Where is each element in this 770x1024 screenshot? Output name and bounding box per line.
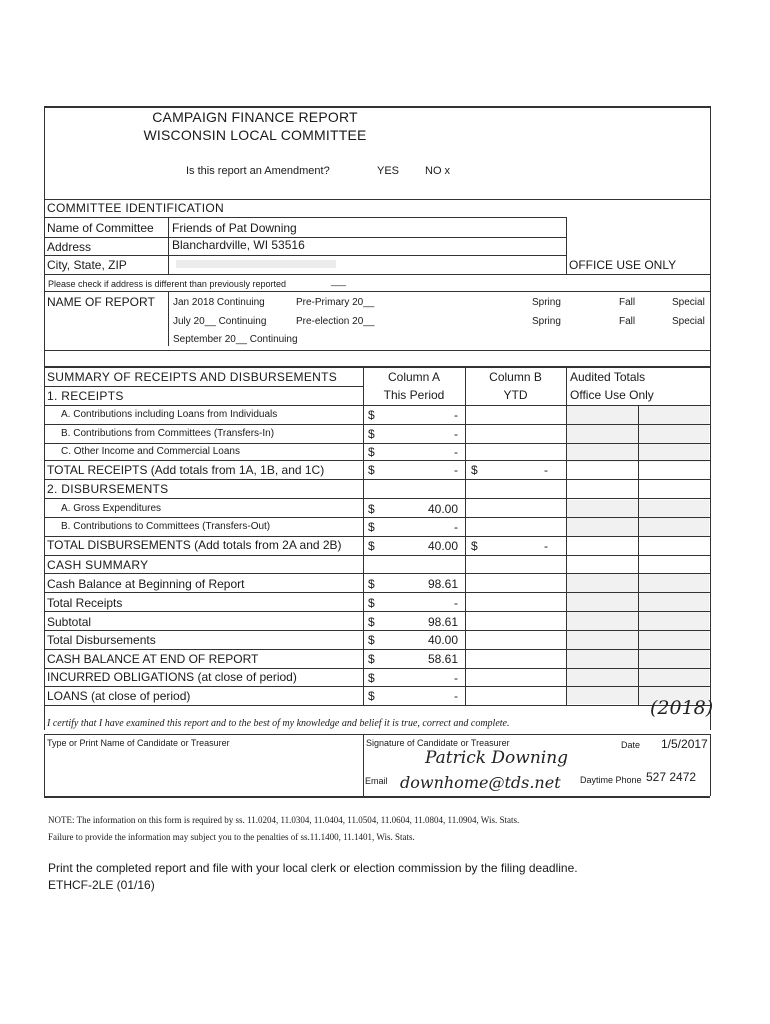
certification-statement: I certify that I have examined this report and to the best of my knowledge and belief it is true, correct and complete. xyxy=(47,718,510,729)
address-change-checkbox[interactable]: ___ xyxy=(331,276,347,286)
report-option-fall-1[interactable]: Fall xyxy=(619,297,636,308)
column-b-subheading: YTD xyxy=(503,388,528,402)
cash-row-ending-balance-value[interactable]: 58.61 xyxy=(427,652,458,666)
total-receipts-currency: $ xyxy=(368,463,375,477)
total-disbursements-ytd-currency: $ xyxy=(471,539,478,553)
cash-row-subtotal-label: Subtotal xyxy=(47,615,92,629)
amendment-question: Is this report an Amendment? xyxy=(186,165,330,177)
receipts-row-b-currency: $ xyxy=(368,427,375,441)
column-b-heading: Column B xyxy=(489,370,542,384)
cash-row-total-disbursements-currency: $ xyxy=(368,633,375,647)
cash-row-incurred-obligations-value[interactable]: - xyxy=(454,671,458,685)
disbursements-row-a-label: A. Gross Expenditures xyxy=(61,503,162,514)
cash-row-total-receipts-currency: $ xyxy=(368,596,375,610)
report-option-spring-2[interactable]: Spring xyxy=(532,316,561,327)
total-receipts-ytd-value[interactable]: - xyxy=(544,463,548,477)
cash-row-total-receipts-label: Total Receipts xyxy=(47,596,123,610)
cash-row-ending-balance-label: CASH BALANCE AT END OF REPORT xyxy=(47,652,259,666)
filing-instruction: Print the completed report and file with your local clerk or election commission by the filing deadline. xyxy=(48,861,578,875)
disbursements-row-b-currency: $ xyxy=(368,520,375,534)
report-option-special-2[interactable]: Special xyxy=(672,316,705,327)
date-value[interactable]: 1/5/2017 xyxy=(661,737,708,751)
committee-name-value[interactable]: Friends of Pat Downing xyxy=(172,221,297,235)
amendment-no[interactable]: NO x xyxy=(425,165,451,177)
report-option-pre-election[interactable]: Pre-election 20__ xyxy=(296,316,375,327)
cash-row-total-disbursements-label: Total Disbursements xyxy=(47,633,156,647)
cash-row-subtotal-currency: $ xyxy=(368,615,375,629)
cash-row-incurred-obligations-label: INCURRED OBLIGATIONS (at close of period) xyxy=(47,670,297,684)
total-receipts-ytd-currency: $ xyxy=(471,463,478,477)
cash-row-total-receipts-value[interactable]: - xyxy=(454,596,458,610)
signature-label: Signature of Candidate or Treasurer xyxy=(366,738,510,748)
handwritten-year: (2018) xyxy=(650,697,714,719)
total-receipts-label: TOTAL RECEIPTS (Add totals from 1A, 1B, and 1C) xyxy=(47,463,325,477)
total-disbursements-label: TOTAL DISBURSEMENTS (Add totals from 2A and 2B) xyxy=(47,538,342,552)
cash-row-beginning-label: Cash Balance at Beginning of Report xyxy=(47,577,245,591)
audited-totals-heading: Audited Totals xyxy=(570,370,646,384)
receipts-row-c-value[interactable]: - xyxy=(454,445,458,459)
report-option-fall-2[interactable]: Fall xyxy=(619,316,636,327)
report-option-july-continuing[interactable]: July 20__ Continuing xyxy=(173,316,267,327)
legal-note-2: Failure to provide the information may subject you to the penalties of ss.11.1400, 11.1401, Wis. Stats. xyxy=(48,832,415,842)
cash-row-loans-currency: $ xyxy=(368,689,375,703)
address-value[interactable]: Blanchardville, WI 53516 xyxy=(172,238,305,252)
disbursements-row-b-value[interactable]: - xyxy=(454,520,458,534)
disbursements-row-b-label: B. Contributions to Committees (Transfers-Out) xyxy=(61,521,271,532)
total-disbursements-value[interactable]: 40.00 xyxy=(427,539,458,553)
cash-row-incurred-obligations-currency: $ xyxy=(368,671,375,685)
cash-row-ending-balance-currency: $ xyxy=(368,652,375,666)
receipts-row-c-currency: $ xyxy=(368,445,375,459)
receipts-row-a-currency: $ xyxy=(368,408,375,422)
audited-totals-subheading: Office Use Only xyxy=(570,388,654,402)
summary-title: SUMMARY OF RECEIPTS AND DISBURSEMENTS xyxy=(47,370,338,384)
report-option-september-continuing[interactable]: September 20__ Continuing xyxy=(173,334,298,345)
report-option-pre-primary[interactable]: Pre-Primary 20__ xyxy=(296,297,375,308)
receipts-row-a-value[interactable]: - xyxy=(454,408,458,422)
disbursements-row-a-value[interactable]: 40.00 xyxy=(427,502,458,516)
amendment-yes[interactable]: YES xyxy=(377,165,400,177)
cash-summary-title: CASH SUMMARY xyxy=(47,558,149,572)
city-state-zip-field[interactable] xyxy=(176,260,336,268)
daytime-phone-value[interactable]: 527 2472 xyxy=(646,770,697,784)
report-name-label: NAME OF REPORT xyxy=(47,295,155,309)
total-disbursements-ytd-value[interactable]: - xyxy=(544,539,548,553)
treasurer-signature[interactable]: Patrick Downing xyxy=(425,748,569,768)
form-identifier: ETHCF-2LE (01/16) xyxy=(48,878,155,892)
address-label: Address xyxy=(47,240,92,254)
form-title-line2: WISCONSIN LOCAL COMMITTEE xyxy=(143,127,367,143)
total-receipts-value[interactable]: - xyxy=(454,463,458,477)
committee-section-title: COMMITTEE IDENTIFICATION xyxy=(47,201,224,215)
disbursements-row-a-currency: $ xyxy=(368,502,375,516)
cash-row-total-disbursements-value[interactable]: 40.00 xyxy=(427,633,458,647)
office-use-only: OFFICE USE ONLY xyxy=(569,258,677,272)
form-title-line1: CAMPAIGN FINANCE REPORT xyxy=(152,109,358,125)
receipts-row-a-label: A. Contributions including Loans from Individuals xyxy=(61,409,278,420)
date-label: Date xyxy=(621,740,641,750)
report-option-jan-continuing[interactable]: Jan 2018 Continuing xyxy=(173,297,265,308)
cash-row-beginning-currency: $ xyxy=(368,577,375,591)
receipts-title: 1. RECEIPTS xyxy=(47,389,124,403)
column-a-heading: Column A xyxy=(387,370,441,384)
address-change-note: Please check if address is different than previously reported xyxy=(48,279,286,289)
cash-row-subtotal-value[interactable]: 98.61 xyxy=(427,615,458,629)
report-option-special-1[interactable]: Special xyxy=(672,297,705,308)
email-handwritten[interactable]: downhome@tds.net xyxy=(400,773,561,792)
cash-row-beginning-value[interactable]: 98.61 xyxy=(427,577,458,591)
receipts-row-c-label: C. Other Income and Commercial Loans xyxy=(61,446,240,457)
committee-name-label: Name of Committee xyxy=(47,221,154,235)
city-state-zip-label: City, State, ZIP xyxy=(47,258,127,272)
total-disbursements-currency: $ xyxy=(368,539,375,553)
type-print-name-label: Type or Print Name of Candidate or Treasurer xyxy=(47,738,230,748)
daytime-phone-label: Daytime Phone xyxy=(580,775,642,785)
receipts-row-b-label: B. Contributions from Committees (Transfers-In) xyxy=(61,428,275,439)
column-a-subheading: This Period xyxy=(383,388,445,402)
cash-row-loans-label: LOANS (at close of period) xyxy=(47,689,191,703)
report-option-spring-1[interactable]: Spring xyxy=(532,297,561,308)
legal-note-1: NOTE: The information on this form is required by ss. 11.0204, 11.0304, 11.0404, 11.0504, 11.0604, 11.0804, 11.0904, Wis. Stats. xyxy=(48,815,520,825)
receipts-row-b-value[interactable]: - xyxy=(454,427,458,441)
email-label: Email xyxy=(365,776,388,786)
disbursements-title: 2. DISBURSEMENTS xyxy=(47,482,169,496)
cash-row-loans-value[interactable]: - xyxy=(454,689,458,703)
